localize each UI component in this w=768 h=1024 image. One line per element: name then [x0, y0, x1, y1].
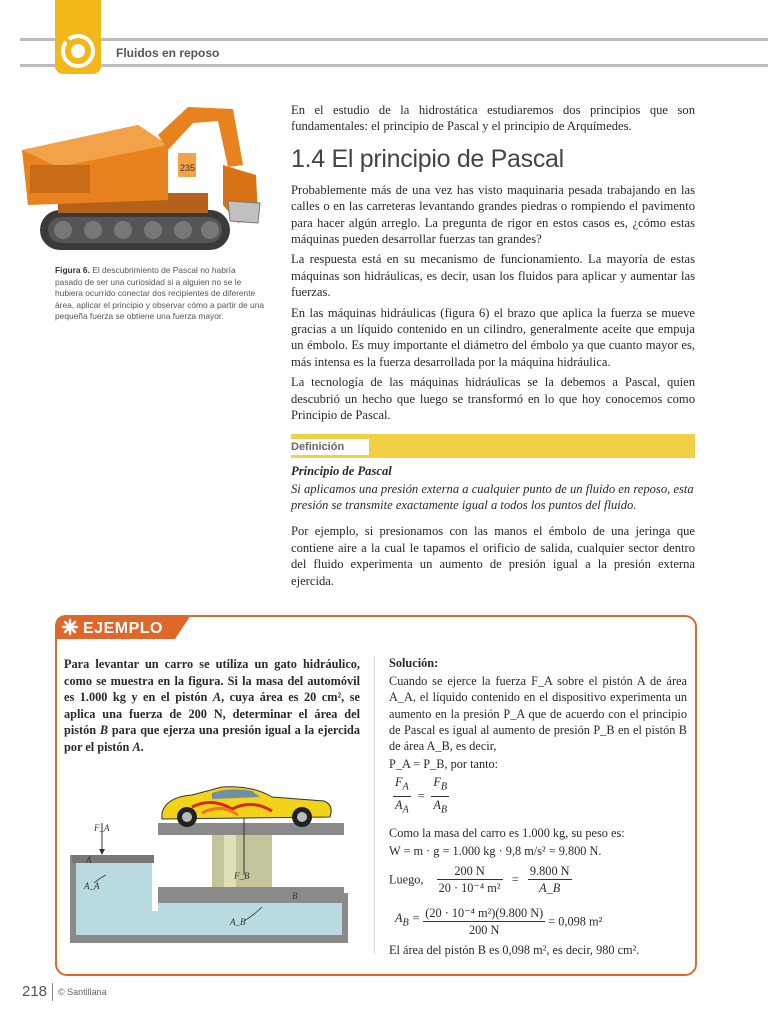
page-number: 218: [22, 983, 48, 1000]
ab-num: (20 · 10⁻⁴ m²)(9.800 N): [423, 905, 545, 922]
weight-equation: W = m · g = 1.000 kg · 9,8 m/s² = 9.800 N.: [389, 843, 602, 858]
label-fa: F_A: [94, 823, 110, 833]
solution-text: Cuando se ejerce la fuerza F_A sobre el pistón A de área A_A, el líquido contenido en el dispositivo experimenta un aumento en la presión P_A que de acuerdo con el principio de Pascal es igual al aumento de presión P_B en el pistón B de área A_B, es decir,: [389, 674, 687, 754]
paragraph-2: La respuesta está en su mecanismo de funcionamiento. La mayoría de estas máquinas son hidráulicas, es decir, usan los fluidos para aplicar y aumentar las fuerzas.: [291, 252, 695, 300]
frac2-den: A_B: [539, 881, 561, 896]
weight-text: Como la masa del carro es 1.000 kg, su peso es:: [389, 825, 625, 840]
example-problem: [64, 656, 360, 756]
luego-label: Luego,: [389, 872, 424, 887]
figure-caption: [55, 265, 265, 323]
excavator-image: [18, 105, 266, 257]
paragraph-4: La tecnología de las máquinas hidráulicas se la debemos a Pascal, quien descubrió un hecho que luego se transformó en lo que hoy conocemos como Principio de Pascal.: [291, 375, 695, 423]
conclusion-text: El área del pistón B es 0,098 m², es decir, 980 cm².: [389, 942, 640, 957]
example-divider: [374, 656, 375, 954]
definition-tag: Definición: [291, 439, 369, 455]
chapter-title: Fluidos en reposo: [116, 46, 220, 60]
problem-text-a: Para levantar un carro se utiliza un gato hidráulico, como se muestra en la figura. Si la masa del automóvil es 1.000 kg y en el pistón: [64, 657, 360, 705]
problem-text-c: , cuya área es 20 cm², se aplica una fuerza de 200 N, determinar el área del pistón: [64, 690, 360, 738]
example-tag: [55, 615, 191, 639]
section-title: 1.4 El principio de Pascal: [291, 144, 564, 173]
problem-text-d: B: [99, 723, 109, 738]
ab-result: = 0,098 m²: [548, 914, 603, 929]
sports-car-illustration: [162, 787, 331, 827]
main-column: [291, 102, 695, 593]
hydraulic-press-diagram: [62, 783, 358, 948]
luego-equation: Luego, $\frac{200 N}{\text{20 · 10⁻⁴ m²}}$ = $\frac{9.800 N}{A\_B}$: [389, 864, 570, 896]
ab-equation: $A_B$ = $\frac{\text{(20 · 10⁻⁴ m²)(9.800 N)}}{200 N}$ = 0,098 m²: [395, 905, 603, 937]
frac2-num: 9.800 N: [528, 863, 572, 880]
definition-text: Si aplicamos una presión externa a cualquier punto de un fluido en reposo, esta presión se transmite exactamente igual a todos los puntos del fluido.: [291, 481, 694, 512]
label-aa: A_A: [84, 881, 100, 891]
example-tag-label: EJEMPLO: [83, 620, 163, 637]
problem-text-b: A: [212, 690, 222, 705]
label-a: A: [86, 855, 92, 865]
header-rule-bottom: [20, 64, 768, 67]
section-logo-icon: [59, 32, 97, 70]
label-fb: F_B: [234, 871, 250, 881]
footer-separator: [52, 983, 53, 1001]
definition-title: Principio de Pascal: [291, 463, 392, 478]
solution-equality: P_A = P_B, por tanto:: [389, 757, 499, 772]
ab-den: 200 N: [469, 922, 500, 937]
intro-paragraph: En el estudio de la hidrostática estudiaremos dos principios que son fundamentales: el principio de Pascal y el principio de Arquímedes.: [291, 103, 695, 134]
figure-caption-label: Figura 6.: [55, 265, 90, 275]
header-rule-top: [20, 38, 768, 41]
label-b: B: [292, 891, 298, 901]
problem-text-g: .: [140, 739, 144, 754]
definition-bar: [291, 434, 695, 458]
label-ab: A_B: [230, 917, 246, 927]
paragraph-5: Por ejemplo, si presionamos con las manos el émbolo de una jeringa que contiene aire a la cual le tapamos el orificio de salida, cualquier sector dentro del fluido experimenta un aumento de presión igual a la presión externa ejercida.: [291, 524, 695, 588]
figure-caption-text: El descubrimiento de Pascal no habría pasado de ser una curiosidad si a alguien no se le hubiera ocurrido conectar dos recipientes de diferente área, aplicar el principio y observar cómo a partir de una pequeña fuerza se obtiene una fuerza mayor.: [55, 265, 265, 322]
svg-text:235: 235: [180, 163, 196, 173]
example-solution: [389, 655, 687, 960]
paragraph-1: Probablemente más de una vez has visto maquinaria pesada trabajando en las calles o en las carreteras levantando grandes piedras o rompiendo el pavimento para hacer algún arreglo. La pregunta de rigor en estos casos es, ¿cómo estas máquinas pueden desarrollar fuerzas tan grandes?: [291, 182, 695, 247]
publisher: © Santillana: [58, 987, 107, 997]
frac1-num: 200 N: [437, 863, 503, 880]
paragraph-3: En las máquinas hidráulicas (figura 6) el brazo que aplica la fuerza se mueve gracias a un líquido contenido en un cilindro, generalmente aceite que empuja un émbolo. Es muy importante el diámetro del émbolo ya que cuanto mayor es, más intensa es la fuerza desarrollada por la máquina hidráulica.: [291, 305, 695, 369]
pascal-ratio: $\frac{F_A}{A_A}$ = $\frac{F_B}{A_B}$: [395, 775, 448, 816]
frac1-den: 20 · 10⁻⁴ m²: [438, 881, 501, 896]
solution-label: Solución:: [389, 656, 439, 670]
problem-text-e: para que ejerza una presión igual a la ejercida por el pistón: [64, 723, 361, 754]
problem-text-f: A: [132, 739, 141, 754]
